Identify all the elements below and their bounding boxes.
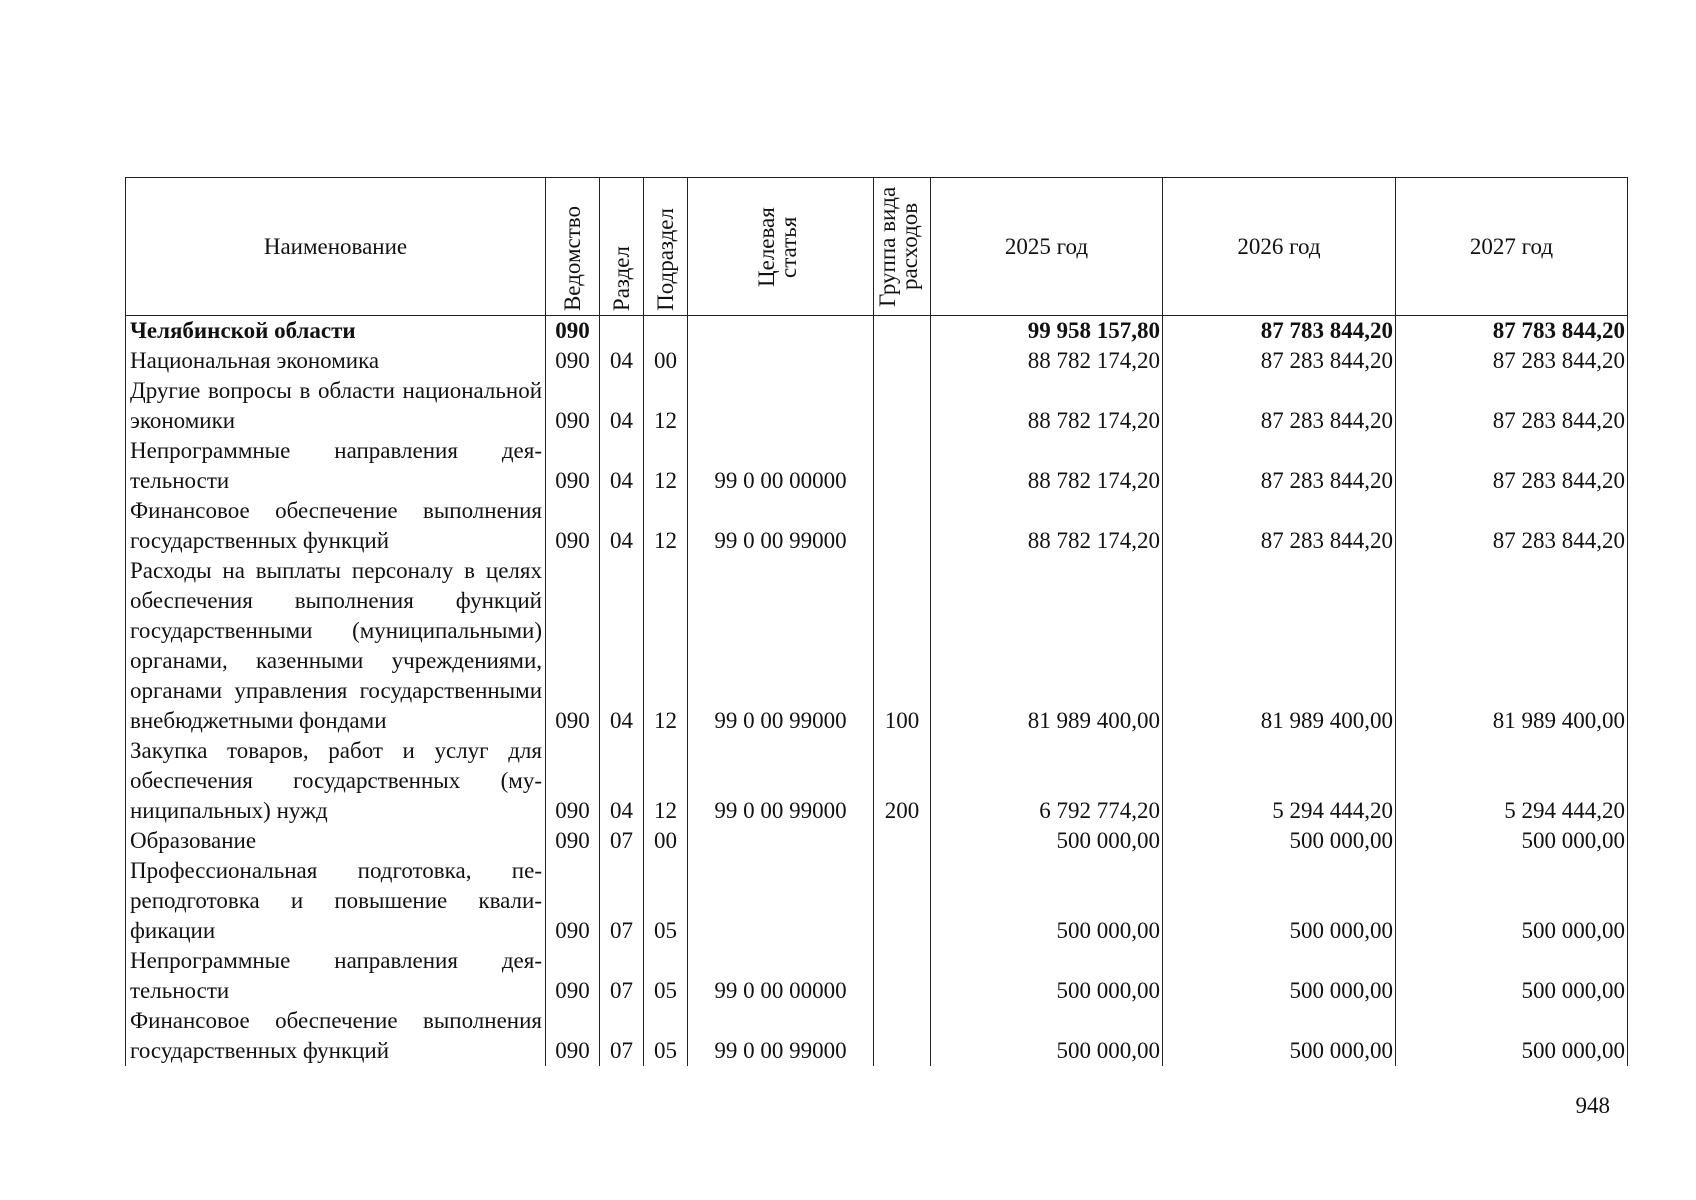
table-row <box>126 496 1628 556</box>
table-row <box>126 316 1628 347</box>
row-2027: 5 294 444,20 <box>1396 736 1628 826</box>
table-row <box>126 346 1628 376</box>
row-name: Расходы на выплаты персоналу в целях обеспечения выполнения функций государственными (муниципальными) органами, казенными учреждениями, органами управления государственными внебюджетными фондами <box>126 556 546 736</box>
row-group: 100 <box>874 556 931 736</box>
row-2026: 500 000,00 <box>1163 946 1396 1006</box>
table-row <box>126 376 1628 436</box>
row-2025: 500 000,00 <box>931 856 1163 946</box>
header-target-article <box>688 178 874 316</box>
header-name: Наименование <box>126 178 546 316</box>
row-target <box>688 346 874 376</box>
row-group <box>874 436 931 496</box>
row-subsection: 05 <box>644 856 688 946</box>
row-section: 07 <box>600 856 644 946</box>
header-section-label: Раздел <box>608 245 634 311</box>
table-row <box>126 946 1628 1006</box>
row-dept: 090 <box>546 316 600 347</box>
row-2027: 500 000,00 <box>1396 1006 1628 1066</box>
row-dept: 090 <box>546 496 600 556</box>
row-name: Финансовое обеспечение выполнения государственных функций <box>126 496 546 556</box>
row-section: 04 <box>600 346 644 376</box>
row-2025: 500 000,00 <box>931 826 1163 856</box>
table-row <box>126 436 1628 496</box>
header-subsection-label: Подраздел <box>652 208 678 311</box>
row-subsection: 00 <box>644 826 688 856</box>
header-department <box>546 178 600 316</box>
row-dept: 090 <box>546 856 600 946</box>
header-2025: 2025 год <box>931 178 1163 316</box>
header-2026: 2026 год <box>1163 178 1396 316</box>
row-2027: 87 283 844,20 <box>1396 496 1628 556</box>
row-target <box>688 316 874 347</box>
row-section: 04 <box>600 496 644 556</box>
row-2026: 500 000,00 <box>1163 856 1396 946</box>
row-dept: 090 <box>546 1006 600 1066</box>
row-2026: 87 283 844,20 <box>1163 346 1396 376</box>
row-2027: 81 989 400,00 <box>1396 556 1628 736</box>
row-target: 99 0 00 99000 <box>688 736 874 826</box>
row-section: 04 <box>600 376 644 436</box>
row-2025: 88 782 174,20 <box>931 436 1163 496</box>
row-target <box>688 856 874 946</box>
row-subsection: 12 <box>644 496 688 556</box>
budget-table <box>125 177 1628 1066</box>
row-subsection: 00 <box>644 346 688 376</box>
row-group <box>874 946 931 1006</box>
row-section: 07 <box>600 1006 644 1066</box>
row-subsection <box>644 316 688 347</box>
row-group <box>874 826 931 856</box>
header-expense-group <box>874 178 931 316</box>
row-name: Непрограммные направления деятельности <box>126 436 546 496</box>
table-row <box>126 736 1628 826</box>
row-2026: 87 283 844,20 <box>1163 496 1396 556</box>
row-name: Непрограммные направления деятельности <box>126 946 546 1006</box>
row-2026: 87 283 844,20 <box>1163 376 1396 436</box>
row-section: 04 <box>600 556 644 736</box>
row-2026: 87 283 844,20 <box>1163 436 1396 496</box>
row-target <box>688 376 874 436</box>
row-2027: 500 000,00 <box>1396 946 1628 1006</box>
row-2025: 99 958 157,80 <box>931 316 1163 347</box>
row-group <box>874 1006 931 1066</box>
row-2027: 87 283 844,20 <box>1396 346 1628 376</box>
header-subsection <box>644 178 688 316</box>
row-subsection: 12 <box>644 736 688 826</box>
header-target-article-label: Целевая статья <box>753 206 801 287</box>
row-dept: 090 <box>546 736 600 826</box>
row-name: Профессиональная подготовка, переподготовка и повышение квалификации <box>126 856 546 946</box>
row-group <box>874 376 931 436</box>
row-2027: 87 283 844,20 <box>1396 376 1628 436</box>
row-2026: 500 000,00 <box>1163 826 1396 856</box>
row-name: Другие вопросы в области национальной экономики <box>126 376 546 436</box>
header-expense-group-label: Группа вида расходов <box>875 186 922 307</box>
row-section: 04 <box>600 436 644 496</box>
row-name: Челябинской области <box>126 316 546 347</box>
row-name: Закупка товаров, работ и услуг для обеспечения государственных (муниципальных) нужд <box>126 736 546 826</box>
row-name: Образование <box>126 826 546 856</box>
row-subsection: 12 <box>644 436 688 496</box>
table-row <box>126 1006 1628 1066</box>
row-2027: 87 783 844,20 <box>1396 316 1628 347</box>
row-dept: 090 <box>546 436 600 496</box>
row-2025: 88 782 174,20 <box>931 346 1163 376</box>
page-number: 948 <box>1575 1093 1610 1118</box>
row-2026: 81 989 400,00 <box>1163 556 1396 736</box>
header-2027: 2027 год <box>1396 178 1628 316</box>
row-target: 99 0 00 99000 <box>688 556 874 736</box>
row-2027: 500 000,00 <box>1396 826 1628 856</box>
row-2026: 87 783 844,20 <box>1163 316 1396 347</box>
row-target <box>688 826 874 856</box>
row-target: 99 0 00 00000 <box>688 436 874 496</box>
row-target: 99 0 00 99000 <box>688 1006 874 1066</box>
header-section <box>600 178 644 316</box>
row-name: Финансовое обеспечение выполнения государственных функций <box>126 1006 546 1066</box>
row-2025: 88 782 174,20 <box>931 376 1163 436</box>
row-2025: 88 782 174,20 <box>931 496 1163 556</box>
row-dept: 090 <box>546 556 600 736</box>
row-2026: 5 294 444,20 <box>1163 736 1396 826</box>
row-2027: 500 000,00 <box>1396 856 1628 946</box>
row-2025: 81 989 400,00 <box>931 556 1163 736</box>
row-section: 07 <box>600 946 644 1006</box>
row-dept: 090 <box>546 826 600 856</box>
row-section: 07 <box>600 826 644 856</box>
row-group: 200 <box>874 736 931 826</box>
row-section <box>600 316 644 347</box>
row-section: 04 <box>600 736 644 826</box>
row-subsection: 12 <box>644 556 688 736</box>
row-subsection: 05 <box>644 946 688 1006</box>
row-subsection: 05 <box>644 1006 688 1066</box>
row-target: 99 0 00 99000 <box>688 496 874 556</box>
row-2025: 6 792 774,20 <box>931 736 1163 826</box>
table-row <box>126 556 1628 736</box>
table-row <box>126 856 1628 946</box>
row-dept: 090 <box>546 376 600 436</box>
row-target: 99 0 00 00000 <box>688 946 874 1006</box>
row-subsection: 12 <box>644 376 688 436</box>
row-group <box>874 346 931 376</box>
row-2026: 500 000,00 <box>1163 1006 1396 1066</box>
row-group <box>874 496 931 556</box>
row-dept: 090 <box>546 346 600 376</box>
row-2025: 500 000,00 <box>931 946 1163 1006</box>
row-dept: 090 <box>546 946 600 1006</box>
row-2027: 87 283 844,20 <box>1396 436 1628 496</box>
table-row <box>126 826 1628 856</box>
row-group <box>874 316 931 347</box>
row-2025: 500 000,00 <box>931 1006 1163 1066</box>
row-group <box>874 856 931 946</box>
table-header-row <box>126 178 1628 316</box>
row-name: Национальная экономика <box>126 346 546 376</box>
header-department-label: Ведомство <box>559 205 585 311</box>
